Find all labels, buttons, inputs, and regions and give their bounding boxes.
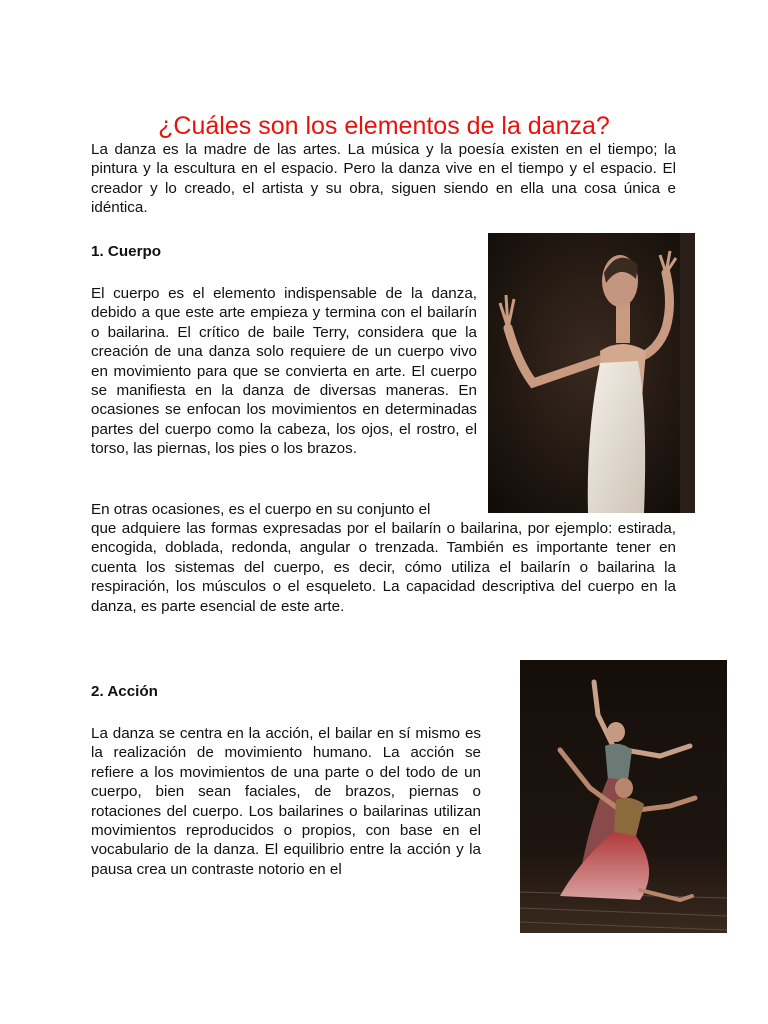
solo-dancer-photo <box>488 233 695 513</box>
two-dancers-photo <box>520 660 727 933</box>
page-title: ¿Cuáles son los elementos de la danza? <box>158 112 610 140</box>
cuerpo-paragraph-1: El cuerpo es el elemento indispensable de la danza, debido a que este arte empieza y termina con el bailarín o bailarina. El crítico de baile Terry, considera que la creación de una danza solo requiere de un cuerpo vivo en movimiento para que se convierta en arte. El cuerpo se manifiesta en la danza de diversas maneras. En ocasiones se enfocan los movimientos en determinadas partes del cuerpo como la cabeza, los ojos, el rostro, el torso, las piernas, los pies o los brazos. <box>91 285 477 458</box>
accion-paragraph-1: La danza se centra en la acción, el bailar en sí mismo es la realización de movimiento humano. La acción se refiere a los movimientos de una parte o del todo de un cuerpo, bien sean faciales, de brazos, piernas o rotaciones del cuerpo. Los bailarines o bailarinas utilizan movimientos reproducidos o propios, con base en el vocabulario de la danza. El equilibrio entre la acción y la pausa crea un contraste notorio en el <box>91 725 481 878</box>
intro-paragraph: La danza es la madre de las artes. La música y la poesía existen en el tiempo; la pintura y la escultura en el espacio. Pero la danza vive en el tiempo y el espacio. El creador y lo creado, el artista y su obra, siguen siendo en ella una cosa única e idéntica. <box>91 141 676 217</box>
section-heading-accion: 2. Acción <box>91 683 158 700</box>
section-heading-cuerpo: 1. Cuerpo <box>91 243 162 260</box>
cuerpo-paragraph-2-rest: que adquiere las formas expresadas por el bailarín o bailarina, por ejemplo: estirada, encogida, doblada, redonda, angular o trenzada. También es importante tener en cuenta los sistemas del cuerpo, es decir, cómo utiliza el bailarín o bailarina la respiración, los músculos o el esqueleto. La capacidad descriptiva del cuerpo en la danza, es parte esencial de este arte. <box>91 520 676 615</box>
cuerpo-paragraph-2-first-line: En otras ocasiones, es el cuerpo en su conjunto el <box>91 501 431 518</box>
